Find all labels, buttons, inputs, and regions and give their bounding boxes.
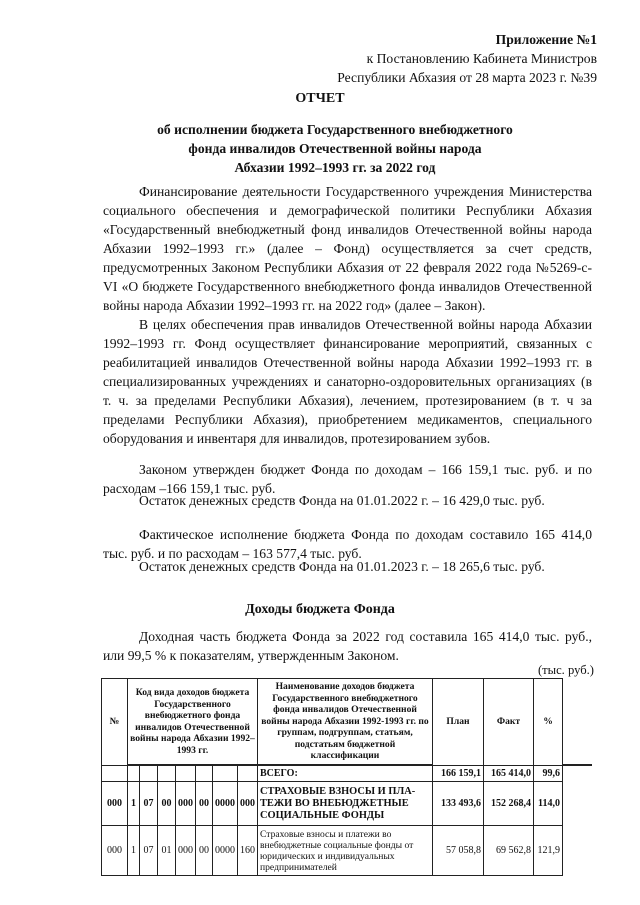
subtitle-line-3: Абхазии 1992–1993 гг. за 2022 год <box>234 160 436 175</box>
row-number: 000 <box>102 782 128 826</box>
row-plan: 57 058,8 <box>433 826 484 876</box>
income-table <box>101 678 592 876</box>
row-code-part: 000 <box>176 826 196 876</box>
row-fact: 152 268,4 <box>484 782 534 826</box>
row-code-part: 00 <box>196 782 213 826</box>
appendix-line-1: к Постановлению Кабинета Министров <box>366 51 597 66</box>
header-fact: Факт <box>484 679 534 766</box>
paragraph-purposes <box>103 315 592 448</box>
paragraph-balance-2023 <box>103 557 592 576</box>
header-code: Код вида доходов бюджета Государственного внебюджетного фонда инвалидов Отечественной войны народа Абхазии 1992–1993 гг. <box>128 679 258 765</box>
row-code-part: 000 <box>176 782 196 826</box>
row-fact: 69 562,8 <box>484 826 534 876</box>
table-row <box>102 826 592 876</box>
row-code-part: 01 <box>158 826 176 876</box>
paragraph-income-summary <box>103 627 592 665</box>
row-code-part: 1 <box>128 782 140 826</box>
header-percent: % <box>534 679 563 766</box>
header-name: Наименование доходов бюджета Государственного внебюджетного фонда инвалидов Отечественной войны народа Абхазии 1992-1993 гг. по группам, подгруппам, статьям, подстатьям бюджетной классификации <box>258 679 433 765</box>
paragraph-income-summary-text: Доходная часть бюджета Фонда за 2022 год составила 165 414,0 тыс. руб., или 99,5 % к показателям, утвержденным Законом. <box>103 629 592 663</box>
total-plan: 166 159,1 <box>433 766 484 782</box>
table-row-total <box>102 766 592 782</box>
row-plan: 133 493,6 <box>433 782 484 826</box>
total-percent: 99,6 <box>534 766 563 782</box>
table-row <box>102 782 592 826</box>
total-fact: 165 414,0 <box>484 766 534 782</box>
paragraph-financing-text: Финансирование деятельности Государственного учреждения Министерства социального обеспечения и демографической политики Республики Абхазия «Государственный внебюджетный фонд инвалидов Отечественной войны народа Абхазии 1992–1993 гг.» (далее – Фонд) осуществляется за счет средств, предусмотренных Законом Республики Абхазия от 22 февраля 2022 года №5269-с-VI «О бюджете Государственного внебюджетного фонда инвалидов Отечественной войны народа Абхазии 1992–1993 гг. на 2022 год» (далее – Закон). <box>103 184 592 313</box>
total-name: ВСЕГО: <box>258 766 433 782</box>
row-code-part: 00 <box>196 826 213 876</box>
row-code-part: 1 <box>128 826 140 876</box>
subtitle-line-1: об исполнении бюджета Государственного внебюджетного <box>157 122 513 137</box>
row-code-part: 0000 <box>213 782 238 826</box>
row-code-part: 0000 <box>213 826 238 876</box>
row-percent: 114,0 <box>534 782 563 826</box>
income-section-title: Доходы бюджета Фонда <box>245 602 395 617</box>
report-subtitle <box>100 120 570 177</box>
row-code-part: 160 <box>238 826 258 876</box>
header-plan: План <box>433 679 484 766</box>
paragraph-financing <box>103 182 592 315</box>
paragraph-actual-execution-text: Фактическое исполнение бюджета Фонда по доходам составило 165 414,0 тыс. руб. и по расходам – 163 577,4 тыс. руб. <box>103 527 592 561</box>
row-code-part: 00 <box>158 782 176 826</box>
paragraph-approved-budget-text: Законом утвержден бюджет Фонда по доходам – 166 159,1 тыс. руб. и по расходам –166 159,1 тыс. руб. <box>103 462 592 496</box>
paragraph-balance-2022 <box>103 491 592 510</box>
paragraph-balance-2023-text: Остаток денежных средств Фонда на 01.01.2023 г. – 18 265,6 тыс. руб. <box>139 559 545 574</box>
header-number: № <box>102 679 128 766</box>
appendix-line-2: Республики Абхазия от 28 марта 2023 г. №39 <box>337 70 597 85</box>
row-code-part: 07 <box>140 826 158 876</box>
row-code-part: 07 <box>140 782 158 826</box>
row-code-part: 000 <box>238 782 258 826</box>
subtitle-line-2: фонда инвалидов Отечественной войны народа <box>188 141 482 156</box>
units-label: (тыс. руб.) <box>537 663 594 677</box>
row-percent: 121,9 <box>534 826 563 876</box>
row-name: Страховые взносы и платежи во внебюджетные социальные фонды от юридических и индивидуальных предпринимателей <box>258 826 433 876</box>
paragraph-purposes-text: В целях обеспечения прав инвалидов Отечественной войны народа Абхазии 1992–1993 гг. Фонд осуществляет финансирование мероприятий, связанных с реабилитацией инвалидов Отечественной войны народа Абхазии 1992–1993 гг. в специализированных учреждениях и санаторно-оздоровительных организациях (в т. ч. за пределами Республики Абхазия), лечением, протезированием (в т. ч за пределами Республики Абхазия), приобретением медикаментов, специального оборудования и инвентаря для инвалидов, протезированием зубов. <box>103 317 592 446</box>
report-title: ОТЧЕТ <box>295 91 345 106</box>
paragraph-balance-2022-text: Остаток денежных средств Фонда на 01.01.2022 г. – 16 429,0 тыс. руб. <box>139 493 545 508</box>
row-number: 000 <box>102 826 128 876</box>
row-name: СТРАХОВЫЕ ВЗНОСЫ И ПЛА-ТЕЖИ ВО ВНЕБЮДЖЕТНЫЕ СОЦИАЛЬНЫЕ ФОНДЫ <box>258 782 433 826</box>
appendix-header <box>337 30 597 87</box>
appendix-title: Приложение №1 <box>495 32 597 47</box>
